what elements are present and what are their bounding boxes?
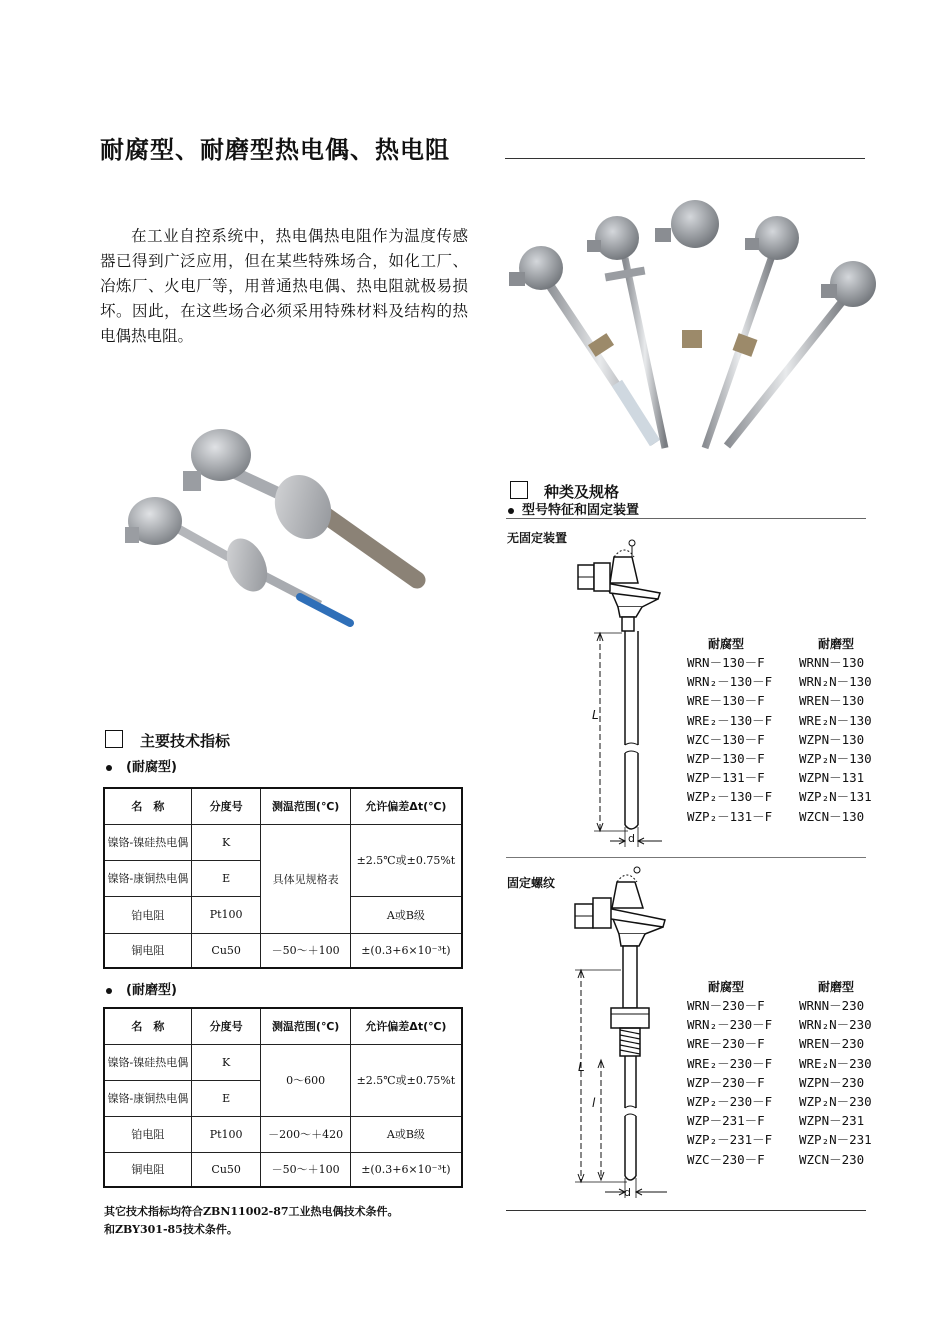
cell-name: 镍铬-康铜热电偶 <box>104 1080 191 1116</box>
cell-grade: Cu50 <box>191 1152 261 1187</box>
wear-bullet <box>106 979 177 998</box>
dim-d-label: d <box>628 832 635 845</box>
corrosion-label: (耐腐型) <box>126 760 177 775</box>
cell-deviation: A或B级 <box>350 896 462 933</box>
footnote-line-1: 其它技术指标均符合ZBN11002-87工业热电偶技术条件。 <box>104 1205 399 1218</box>
cell-name: 铂电阻 <box>104 896 191 933</box>
bottom-rule <box>506 1210 866 1211</box>
no-fixing-corrosion-models <box>687 653 772 826</box>
cell-grade: K <box>191 1044 261 1080</box>
col-head-wear: 耐磨型 <box>818 980 855 994</box>
model-item: WREN－230 <box>799 1036 865 1052</box>
header-deviation: 允许偏差Δt(℃) <box>350 1008 462 1044</box>
cell-grade: Cu50 <box>191 933 261 968</box>
model-item: WRE₂－130－F <box>687 712 773 728</box>
product-photo-thermocouples <box>505 198 885 456</box>
header-name: 名 称 <box>104 1008 191 1044</box>
dim-L-label: L <box>578 1060 585 1074</box>
cell-deviation: ±(0.3+6×10⁻³t) <box>350 1152 462 1187</box>
product-photo-flanged <box>125 415 435 635</box>
cell-range: 具体见规格表 <box>261 824 350 933</box>
table-header-row <box>104 788 462 824</box>
model-item: WZCN－230 <box>799 1151 865 1167</box>
model-item: WZP－230－F <box>687 1074 765 1090</box>
bullet-icon <box>106 988 112 994</box>
model-item: WRE－130－F <box>687 693 765 709</box>
model-item: WZCN－130 <box>799 808 865 824</box>
bullet-icon <box>106 765 112 771</box>
header-name: 名 称 <box>104 788 191 824</box>
model-item: WRN－230－F <box>687 998 765 1013</box>
wear-label: (耐磨型) <box>126 983 177 998</box>
model-item: WZC－130－F <box>687 731 765 747</box>
cell-range: －50～＋100 <box>261 1152 350 1187</box>
dim-l-label: l <box>592 1096 596 1110</box>
cell-grade: E <box>191 1080 261 1116</box>
model-item: WRN₂－230－F <box>687 1017 773 1033</box>
model-item: WZP₂N－131 <box>799 789 872 805</box>
table-header-row <box>104 1008 462 1044</box>
no-fixing-wear-models <box>799 653 872 826</box>
model-item: WZP₂N－130 <box>799 751 872 767</box>
divider-rule <box>506 857 866 858</box>
dim-d-label: d <box>624 1186 631 1199</box>
types-subtitle-text: 型号特征和固定装置 <box>522 503 640 518</box>
model-item: WRE₂－230－F <box>687 1055 773 1071</box>
cell-range: －50～＋100 <box>261 933 350 968</box>
model-item: WRN₂－130－F <box>687 674 773 690</box>
wear-spec-table <box>103 1007 463 1188</box>
model-item: WRN₂N－230 <box>799 1017 872 1033</box>
model-item: WZP－130－F <box>687 751 765 767</box>
section-checkbox <box>510 481 528 499</box>
header-range: 测温范围(℃) <box>261 1008 350 1044</box>
model-item: WZP－131－F <box>687 770 765 786</box>
model-item: WZPN－230 <box>799 1074 865 1090</box>
model-item: WZP₂N－231 <box>799 1132 872 1148</box>
cell-name: 镍铬-镍硅热电偶 <box>104 1044 191 1080</box>
cell-deviation: ±2.5℃或±0.75%t <box>350 1044 462 1116</box>
footnote-line-2: 和ZBY301-85技术条件。 <box>104 1223 238 1236</box>
col-head-corrosion: 耐腐型 <box>708 980 745 994</box>
header-grade: 分度号 <box>191 788 261 824</box>
cell-range: －200～＋420 <box>261 1116 350 1152</box>
model-item: WZP₂－130－F <box>687 789 773 805</box>
cell-grade: E <box>191 860 261 896</box>
fixed-thread-wear-models <box>799 996 872 1169</box>
model-item: WRE－230－F <box>687 1036 765 1052</box>
model-item: WZP₂－231－F <box>687 1132 773 1148</box>
table-row <box>104 1152 462 1187</box>
cell-range: 0～600 <box>261 1044 350 1116</box>
fixed-thread-label: 固定螺纹 <box>507 876 556 890</box>
model-item: WZPN－231 <box>799 1113 865 1129</box>
dim-L-label: L <box>592 708 599 722</box>
header-range: 测温范围(℃) <box>261 788 350 824</box>
specs-section-title: 主要技术指标 <box>140 732 231 750</box>
cell-name: 镍铬-康铜热电偶 <box>104 860 191 896</box>
fixed-thread-corrosion-models <box>687 996 772 1169</box>
fixed-thread-diagram <box>565 872 675 1202</box>
model-item: WRE₂N－230 <box>799 1055 872 1071</box>
model-item: WREN－130 <box>799 693 865 709</box>
model-item: WRN₂N－130 <box>799 674 872 690</box>
cell-deviation: ±(0.3+6×10⁻³t) <box>350 933 462 968</box>
table-row <box>104 933 462 968</box>
model-item: WRN－130－F <box>687 655 765 670</box>
model-item: WZC－230－F <box>687 1151 765 1167</box>
no-fixing-label: 无固定装置 <box>507 531 568 545</box>
header-deviation: 允许偏差Δt(℃) <box>350 788 462 824</box>
no-fixing-diagram <box>570 535 670 850</box>
bullet-icon <box>508 508 514 514</box>
cell-grade: K <box>191 824 261 860</box>
cell-name: 铜电阻 <box>104 933 191 968</box>
subtitle-rule <box>506 518 866 519</box>
page-title: 耐腐型、耐磨型热电偶、热电阻 <box>100 136 450 164</box>
section-checkbox <box>105 730 123 748</box>
model-item: WZP₂－131－F <box>687 808 773 824</box>
title-rule <box>505 158 865 159</box>
cell-name: 铜电阻 <box>104 1152 191 1187</box>
table-row <box>104 1116 462 1152</box>
cell-grade: Pt100 <box>191 1116 261 1152</box>
types-section-title: 种类及规格 <box>544 483 620 501</box>
model-item: WZP₂－230－F <box>687 1094 773 1110</box>
col-head-wear: 耐磨型 <box>818 637 855 651</box>
cell-deviation: A或B级 <box>350 1116 462 1152</box>
cell-deviation: ±2.5℃或±0.75%t <box>350 824 462 896</box>
model-item: WRE₂N－130 <box>799 712 872 728</box>
col-head-corrosion: 耐腐型 <box>708 637 745 651</box>
table-row <box>104 1044 462 1080</box>
cell-grade: Pt100 <box>191 896 261 933</box>
intro-paragraph: 在工业自控系统中，热电偶热电阻作为温度传感器已得到广泛应用，但在某些特殊场合，如化工厂、冶炼厂、火电厂等，用普通热电偶、热电阻就极易损坏。因此，在这些场合必须采用特殊材料及结构的热电偶热电阻。 <box>100 227 468 345</box>
cell-name: 镍铬-镍硅热电偶 <box>104 824 191 860</box>
model-item: WRNN－130 <box>799 655 865 670</box>
model-item: WZPN－131 <box>799 770 865 786</box>
corrosion-bullet <box>106 756 177 775</box>
cell-name: 铂电阻 <box>104 1116 191 1152</box>
table-row <box>104 824 462 860</box>
corrosion-spec-table <box>103 787 463 969</box>
model-item: WZP₂N－230 <box>799 1094 872 1110</box>
types-subtitle <box>508 499 639 518</box>
model-item: WZPN－130 <box>799 731 865 747</box>
model-item: WZP－231－F <box>687 1113 765 1129</box>
model-item: WRNN－230 <box>799 998 865 1013</box>
header-grade: 分度号 <box>191 1008 261 1044</box>
